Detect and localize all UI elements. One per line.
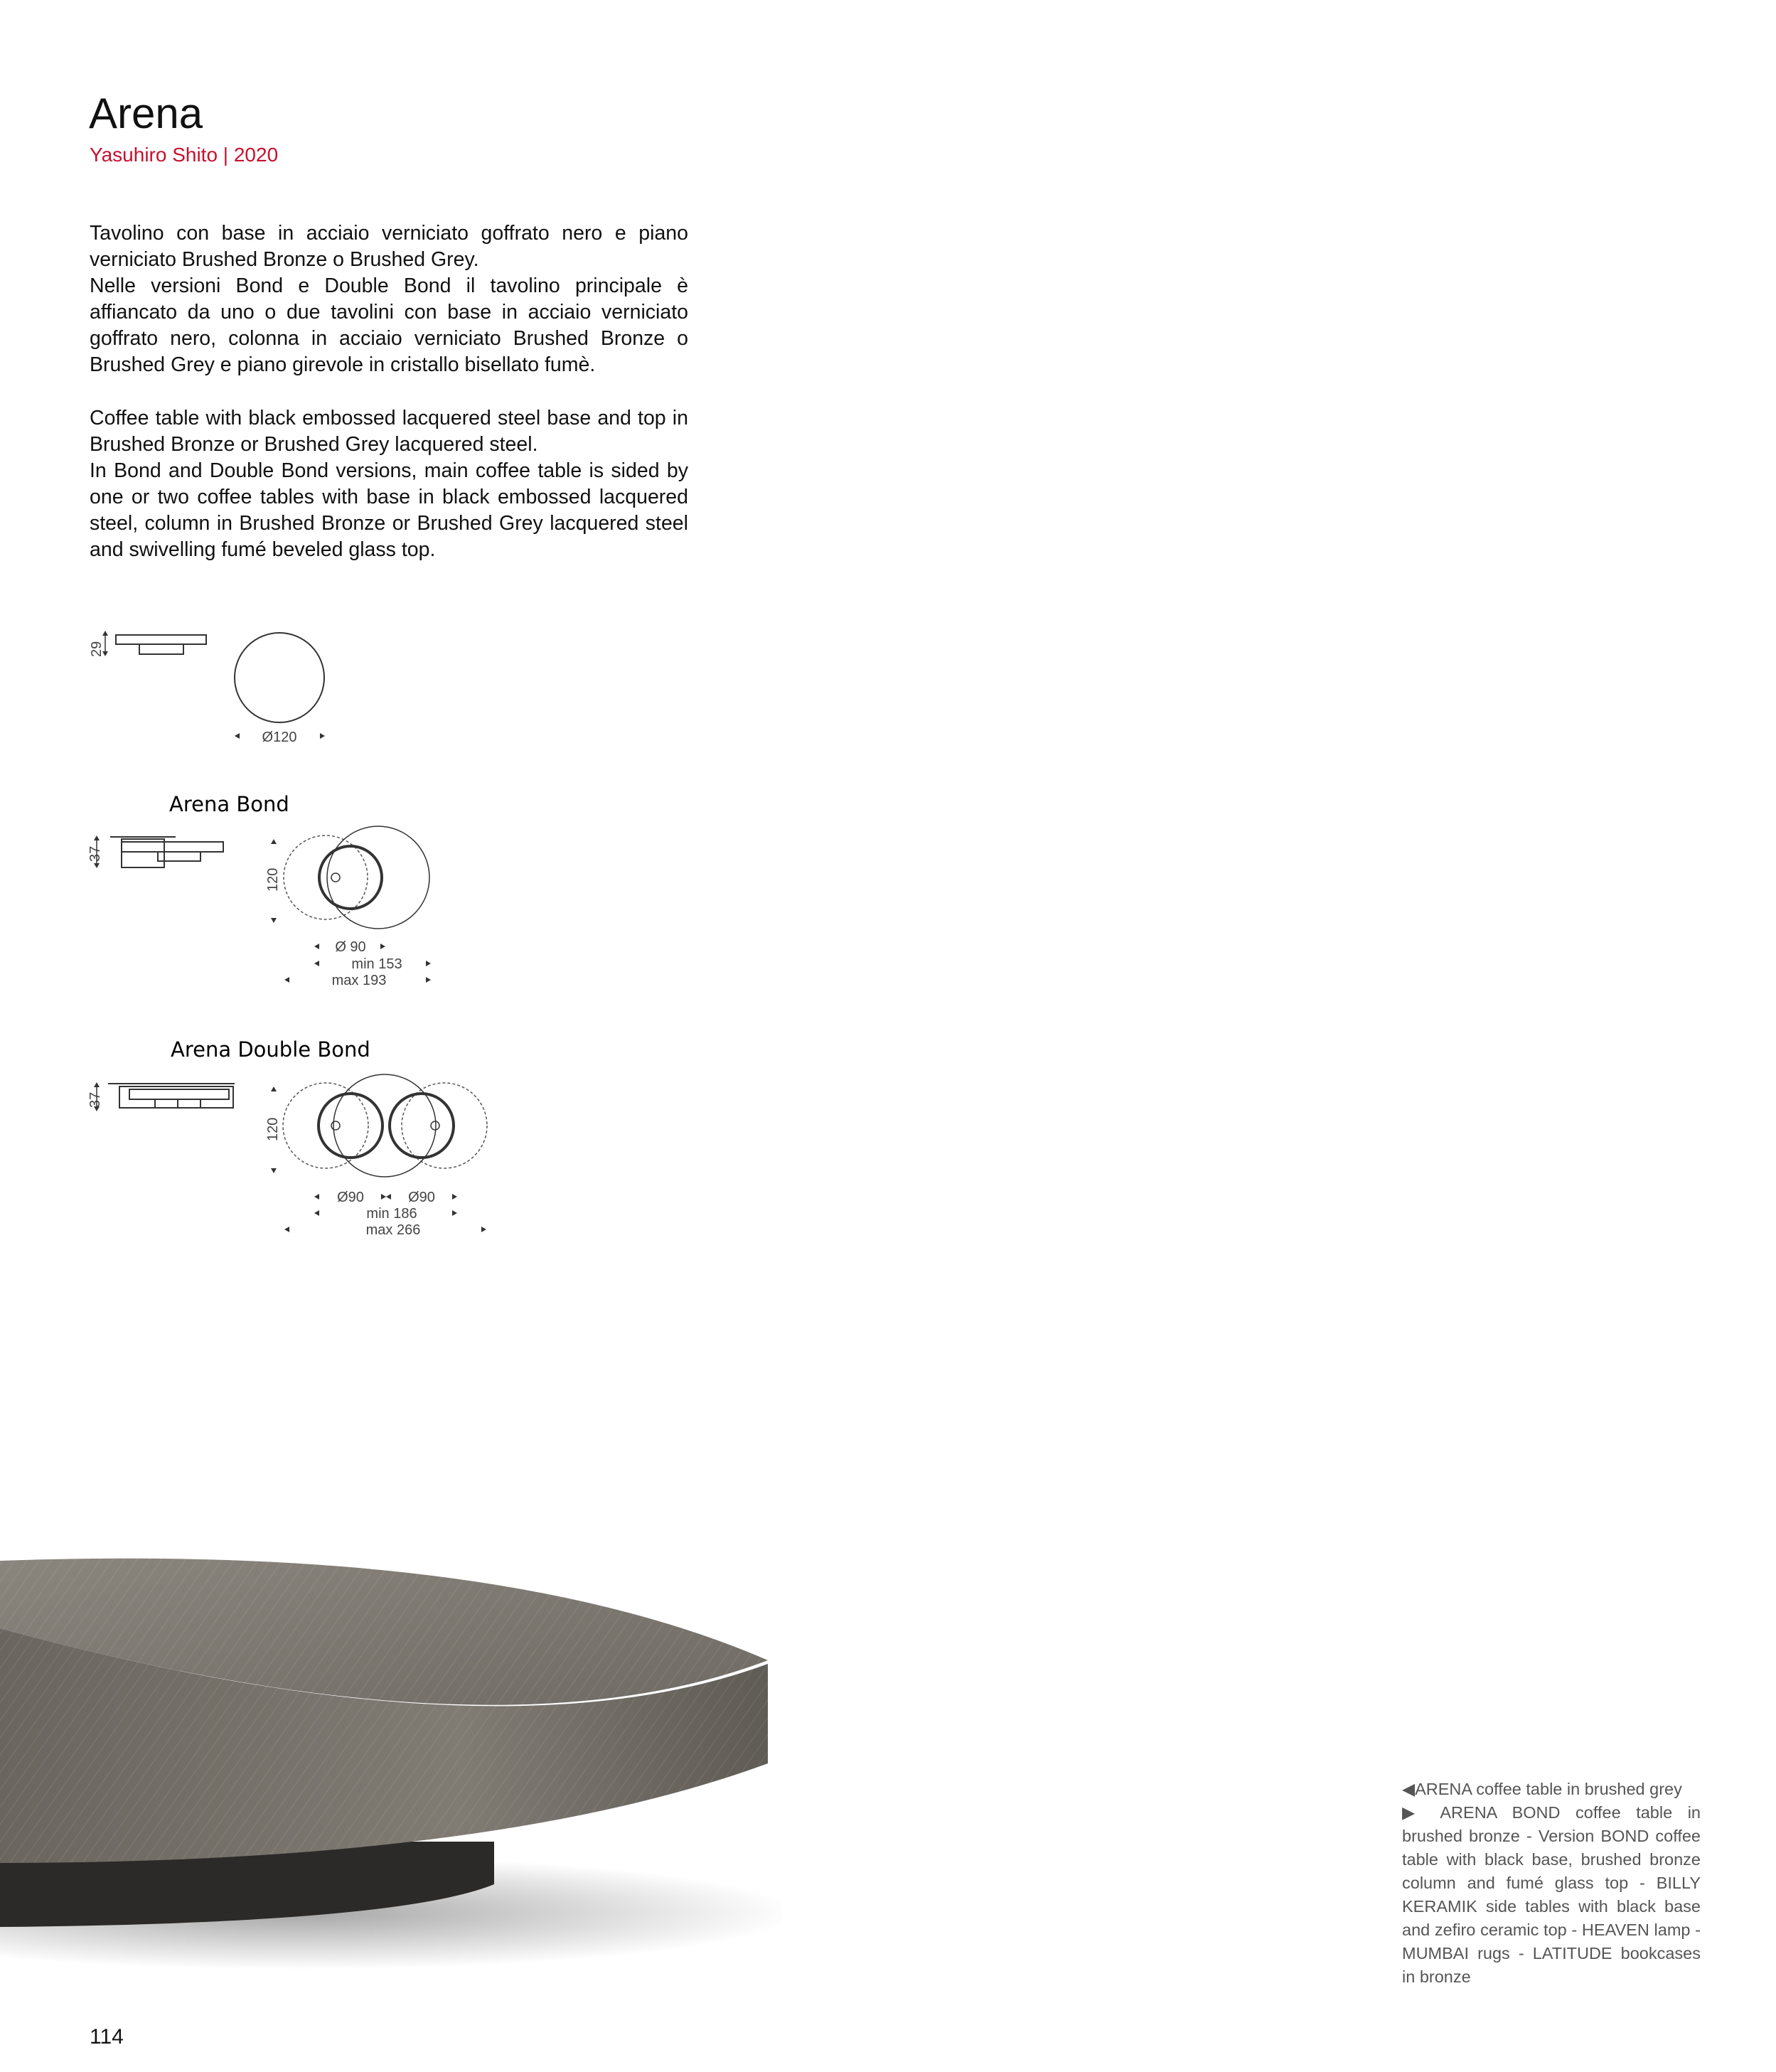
technical-drawings (0, 612, 569, 1251)
arena-side-view (89, 631, 206, 657)
english-description (90, 405, 688, 563)
arena-double-bond-top-view (265, 1074, 487, 1238)
italian-paragraph-2: Nelle versioni Bond e Double Bond il tavolino principale è affiancato da uno o due tavolini con base in acciaio verniciato goffrato nero, colonna in acciaio verniciato Brushed Bronze o Brushed Grey e piano girevole in cristallo bisellato fumè. (90, 274, 688, 376)
caption-text-1: ARENA coffee table in brushed grey (1415, 1780, 1682, 1798)
left-arrow-icon: ◀ (1402, 1780, 1416, 1798)
arena-bond-top-view (265, 826, 431, 988)
bond-min-dimension: min 153 (351, 956, 402, 972)
caption-text-2: ARENA BOND coffee table in brushed bronze - Version BOND coffee table with black base, brushed bronze column and fumé glass top - BILLY KERAMIK side tables with black base and zefiro ceramic top - HEAVEN lamp - MUMBAI rugs - LATITUDE bookcases in bronze (1402, 1803, 1701, 1986)
double-bond-height-label: 37 (87, 1091, 103, 1108)
page-title: Arena (89, 90, 203, 137)
page-number: 114 (90, 2025, 124, 2049)
italian-paragraph-1: Tavolino con base in acciaio verniciato goffrato nero e piano verniciato Brushed Bronze o Brushed Grey. (90, 222, 688, 271)
english-paragraph-1: Coffee table with black embossed lacquered steel base and top in Brushed Bronze or Brushed Grey lacquered steel. (90, 407, 688, 456)
arena-top-view (235, 633, 325, 745)
arena-table-photo (0, 1529, 782, 1970)
italian-description (90, 220, 688, 378)
double-bond-depth-label: 120 (265, 1117, 281, 1141)
arena-double-bond-side-view (87, 1082, 235, 1111)
right-arrow-icon: ▶ (1402, 1803, 1426, 1822)
arena-height-label: 29 (89, 641, 105, 657)
double-bond-max-dimension: max 266 (365, 1222, 421, 1238)
arena-double-bond-title: Arena Double Bond (171, 1037, 370, 1062)
english-paragraph-2: In Bond and Double Bond versions, main coffee table is sided by one or two coffee tables with base in black embossed lacquered steel, column in Brushed Bronze or Brushed Grey lacquered steel and swivelling fumé beveled glass top. (90, 459, 688, 561)
bond-max-dimension: max 193 (331, 973, 387, 988)
arena-bond-title: Arena Bond (169, 792, 289, 816)
double-bond-right-diameter: Ø90 (408, 1190, 435, 1205)
bond-height-label: 37 (87, 845, 103, 862)
bond-depth-label: 120 (265, 867, 281, 892)
designer-year: Yasuhiro Shito | 2020 (90, 144, 279, 166)
photo-caption (1402, 1778, 1701, 1989)
arena-bond-side-view (87, 835, 223, 868)
double-bond-min-dimension: min 186 (366, 1206, 417, 1222)
caption-line-1 (1402, 1778, 1701, 1801)
bond-small-diameter: Ø 90 (335, 939, 366, 955)
arena-diameter-label: Ø120 (262, 730, 297, 745)
caption-line-2 (1402, 1801, 1701, 1989)
double-bond-left-diameter: Ø90 (337, 1190, 364, 1205)
